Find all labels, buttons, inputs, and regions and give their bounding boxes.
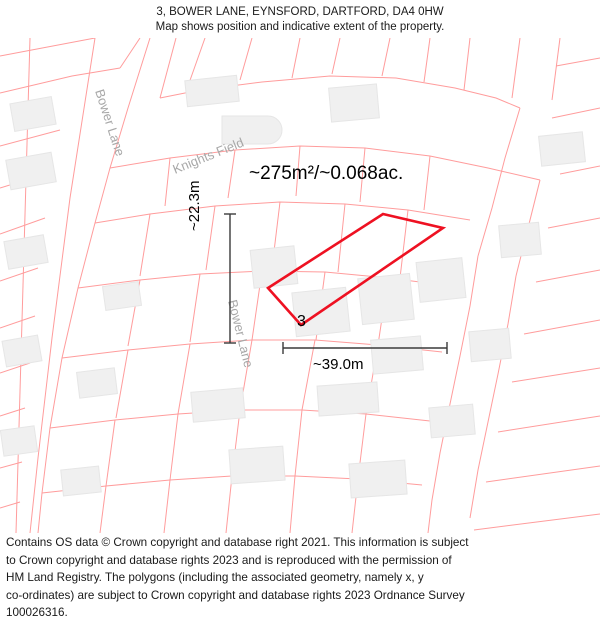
height-dimension-label: ~22.3m <box>186 180 203 231</box>
page-title: 3, BOWER LANE, EYNSFORD, DARTFORD, DA4 0HW <box>156 6 444 18</box>
copyright-footer <box>0 534 600 622</box>
footer-line-5: 100026316. <box>6 606 68 619</box>
road-label-bower-lane-upper: Bower Lane <box>92 87 128 158</box>
map-canvas[interactable] <box>0 38 600 533</box>
footer-line-2: to Crown copyright and database rights 2023 and is reproduced with the permission of <box>6 553 452 567</box>
page-header <box>0 0 600 35</box>
footer-line-4: co-ordinates) are subject to Crown copyright and database rights 2023 Ordnance Survey <box>6 588 465 602</box>
area-label: ~275m²/~0.068ac. <box>249 163 404 184</box>
footer-line-1: Contains OS data © Crown copyright and database right 2021. This information is subject <box>6 536 469 549</box>
parcel-boundaries <box>0 38 600 533</box>
width-dimension-label: ~39.0m <box>313 356 364 373</box>
plot-number-label: 3 <box>297 313 306 330</box>
road-label-knights-field: Knights Field <box>170 134 246 177</box>
map-vector-layer <box>0 38 600 533</box>
page-subtitle: Map shows position and indicative extent of the property. <box>155 21 445 33</box>
road-label-bower-lane-lower: Bower Lane <box>225 298 257 370</box>
footer-line-3: HM Land Registry. The polygons (including the associated geometry, namely x, y <box>6 571 424 584</box>
